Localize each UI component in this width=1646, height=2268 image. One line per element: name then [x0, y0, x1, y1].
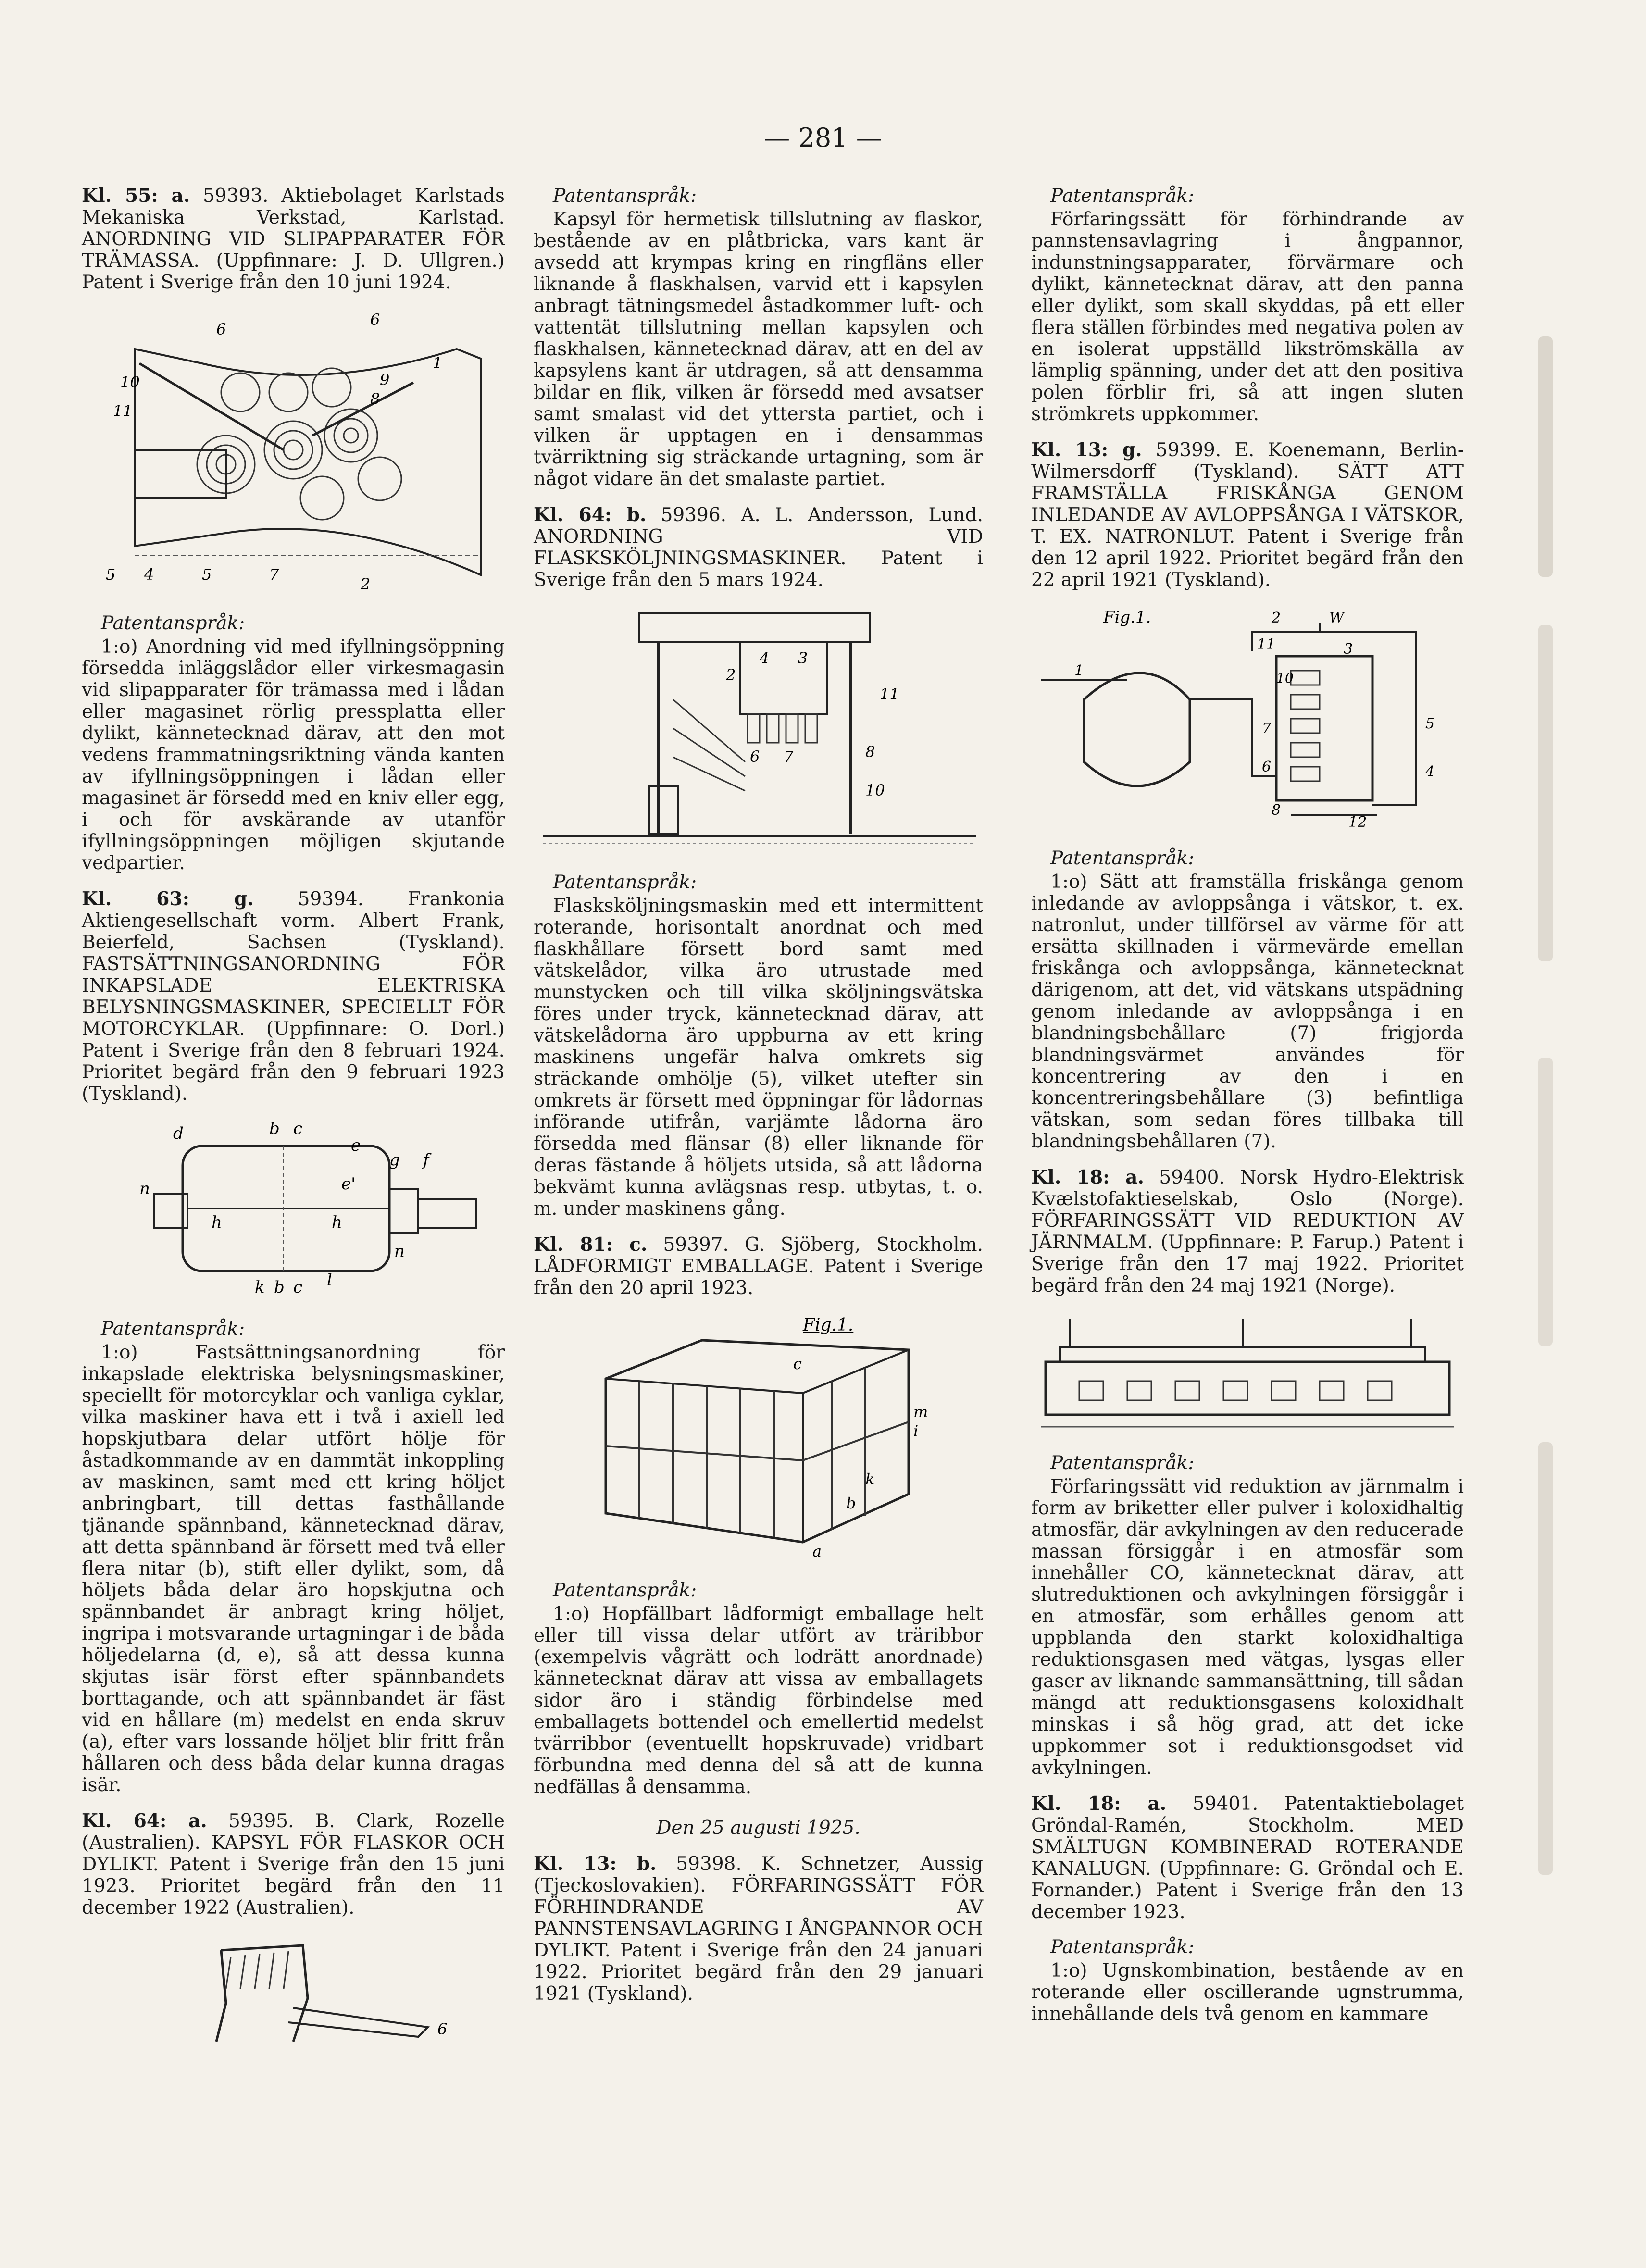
fig4-label: 3: [798, 649, 808, 667]
fig6-label: 11: [1257, 636, 1276, 653]
patent-entry-59397: [534, 1234, 983, 1299]
fig6-label: 8: [1272, 802, 1281, 819]
fig2-label: e': [341, 1174, 356, 1194]
fig6-label: Fig.1.: [1103, 608, 1151, 627]
fig5-label: k: [865, 1470, 875, 1488]
class-label: Kl. 18: a.: [1031, 1793, 1167, 1815]
bleed-through-decoration: [1509, 336, 1586, 2067]
fastsattning-drawing: [82, 1117, 505, 1300]
fig5-label: m: [913, 1403, 928, 1421]
fig6-label: 12: [1348, 814, 1367, 829]
entry-text: 59395. B. Clark, Rozelle (Australien). KAPSYL FÖR FLASKOR OCH DYLIKT. Patent i Sverige från den 15 juni 1923. Prioritet begärd från den 11 december 1922 (Australien).: [82, 1810, 505, 1919]
claims-heading: Patentanspråk:: [101, 1318, 245, 1340]
fig1-label: 9: [380, 371, 390, 389]
claims-text: 1:o) Sätt att framställa friskånga genom inledande av avloppsånga i vätskor, t. ex. natronlut, under tillförsel av värme för att ersätta skillnaden i värmevärde emellan friskånga och avloppsånga, kännetecknat därigenom, att det, vid vätskans utspädning genom inledande av avloppsånga i en blandningsbehållare (7) frigjorda blandningsvärmet användes för koncentrering av den i en koncentreringsbehållare (3) befintliga vätskan, som sedan föres tillbaka till blandningsbehållaren (7).: [1031, 871, 1464, 1152]
kapsyl-drawing: [82, 1931, 505, 2042]
patent-entry-59394: [82, 888, 505, 1105]
fig1-label: 5: [202, 565, 212, 584]
class-label: Kl. 13: g.: [1031, 439, 1142, 461]
fig4-label: 4: [760, 649, 770, 667]
fig1-label: 6: [216, 320, 226, 338]
fig2-label: h: [332, 1213, 342, 1232]
class-label: Kl. 18: a.: [1031, 1166, 1144, 1188]
claims-text: 1:o) Hopfällbart lådformigt emballage helt eller till vissa delar utfört av träribbor (exempelvis vågrätt och lodrätt anordnade) kännetecknat därav att vissa av emballagets sidor äro i ständig förbindelse med emballagets bottendel och emellertid medelst tvärribbor (eventuellt hopskruvade) vridbart förbundna med denna del så att de kunna nedfällas å densamma.: [534, 1603, 983, 1798]
patent-entry-59393: [82, 185, 505, 293]
fig6-label: 5: [1425, 715, 1435, 732]
entry-text: 59401. Patentaktiebolaget Gröndal-Ramén, Stockholm. MED SMÄLTUGN KOMBINERAD ROTERANDE KANALUGN. (Uppfinnare: G. Gröndal och E. Fornander.) Patent i Sverige från den 13 december 1923.: [1031, 1793, 1464, 1923]
fig4-label: 10: [865, 781, 885, 799]
column-3: [1031, 185, 1464, 2039]
entry-text: 59400. Norsk Hydro-Elektrisk Kvælstofaktieselskab, Oslo (Norge). FÖRFARINGSSÄTT VID REDUKTION AV JÄRNMALM. (Uppfinnare: P. Farup.) Patent i Sverige från den 17 maj 1922. Prioritet begärd från den 24 maj 1921 (Norge).: [1031, 1167, 1464, 1296]
fig6-label: 2: [1272, 610, 1281, 626]
fig3-label: 6: [437, 2020, 448, 2038]
patent-entry-59401: [1031, 1793, 1464, 1923]
class-label: Kl. 64: a.: [82, 1810, 207, 1832]
fig1-label: 5: [106, 565, 116, 584]
figure-flasksköljning: [534, 603, 983, 858]
fig5-label: c: [793, 1355, 802, 1373]
page-number: — 281 —: [764, 123, 882, 153]
fig5-label: Fig.1.: [803, 1315, 854, 1335]
class-label: Kl. 13: b.: [534, 1853, 657, 1875]
fig2-label: h: [212, 1213, 222, 1232]
claims-text: 1:o) Anordning vid med ifyllningsöppning försedda inläggslådor eller virkesmagasin vid slipapparater för trämassa med i lådan eller magasinet rörlig pressplatta eller dylikt, kännetecknad därav, att den mot vedens frammatningsriktning vända kanten av ifyllningsöppningen i lådan eller magasinet är försedd med en kniv eller egg, i och för avskärande av utanför ifyllningsöppningen möjligen skjutande vedpartier.: [82, 636, 505, 874]
figure-kapsyl: [82, 1931, 505, 2046]
entry-text: 59397. G. Sjöberg, Stockholm. LÅDFORMIGT EMBALLAGE. Patent i Sverige från den 20 april 1923.: [534, 1234, 983, 1299]
fig5-label: b: [846, 1494, 856, 1512]
claims-heading: Patentanspråk:: [553, 872, 697, 893]
fig6-label: 6: [1262, 759, 1272, 775]
fig4-label: 8: [865, 743, 875, 761]
fig2-label: f: [423, 1150, 429, 1170]
claims-heading: Patentanspråk:: [101, 612, 245, 634]
figure-fastsattning: [82, 1117, 505, 1305]
entry-text: 59399. E. Koenemann, Berlin-Wilmersdorff (Tyskland). SÄTT ATT FRAMSTÄLLA FRISKÅNGA GENOM INLEDANDE AV AVLOPPSÅNGA I VÄTSKOR, T. EX. NATRONLUT. Patent i Sverige från den 12 april 1922. Prioritet begärd från den 22 april 1921 (Tyskland).: [1031, 439, 1464, 591]
flaskskoljning-drawing: [534, 603, 983, 853]
fig4-label: 7: [784, 748, 794, 766]
fig6-label: 7: [1262, 720, 1272, 737]
fig2-label: k: [255, 1278, 265, 1297]
patent-entry-59398: [534, 1853, 983, 2005]
fig2-label: b: [269, 1119, 280, 1138]
claims-text: 1:o) Fastsättningsanordning för inkapslade elektriska belysningsmaskiner, speciellt för motorcyklar och vanliga cyklar, vilka maskiner hava ett i två i axiell led hopskjutbara delar utfört hölje för åstadkommande av en dammtät inkoppling av maskinen, samt med ett kring höljet anbringbart, till dettas fasthållande tjänande spännband, kännetecknad därav, att detta spännband är försett med två eller flera nitar (b), stift eller dylikt, som, då höljets båda delar äro hopskjutna och spännbandet är anbragt kring höljet, ingripa i motsvarande urtagningar i de båda höljedelarna (d, e), så att dessa kunna skjutas isär först efter spännbandets borttagande, och att spännbandet är fäst vid en hållare (m) medelst en enda skruv (a), efter vars lossande höljet blir fritt från hållaren och dess båda delar kunna dragas isär.: [82, 1342, 505, 1796]
claims-heading: Patentanspråk:: [1050, 1936, 1195, 1958]
class-label: Kl. 55: a.: [82, 185, 190, 207]
fig2-label: d: [173, 1124, 184, 1143]
fig2-label: b: [274, 1278, 285, 1297]
claims-text: Förfaringssätt vid reduktion av järnmalm i form av briketter eller pulver i koloxidhaltig atmosfär, där avkylningen av den reducerade massan försiggår i en atmosfär som innehåller CO, kännetecknat därav, att slutreduktionen och avkylningen försiggår i en atmosfär, som erhålles genom att uppblanda den starkt koloxidhaltiga reduktionsgasen med vätgas, lysgas eller gaser av liknande sammansättning, till sådan mängd att reduktionsgasens koloxidhalt minskas i så hög grad, att det icke uppkommer sot i reduktionsgodset vid avkylningen.: [1031, 1476, 1464, 1779]
fig1-label: 2: [361, 575, 371, 593]
fig6-label: 4: [1425, 763, 1435, 780]
entry-text: 59398. K. Schnetzer, Aussig (Tjeckoslovakien). FÖRFARINGSSÄTT FÖR FÖRHINDRANDE AV PANNSTENSAVLAGRING I ÅNGPANNOR OCH DYLIKT. Patent i Sverige från den 24 januari 1922. Prioritet begärd från den 29 januari 1921 (Tyskland).: [534, 1853, 983, 2005]
fig5-label: a: [812, 1542, 822, 1560]
fig1-label: 7: [269, 565, 279, 584]
claims-heading: Patentanspråk:: [1050, 185, 1195, 207]
patent-entry-59395: [82, 1810, 505, 1919]
claims-heading: Patentanspråk:: [1050, 847, 1195, 869]
fig5-label: i: [913, 1422, 919, 1440]
patent-entry-59396: [534, 504, 983, 591]
ugn-drawing: [1031, 1309, 1464, 1434]
fig2-label: e: [351, 1136, 361, 1155]
fig2-label: c: [293, 1119, 303, 1138]
column-1: [82, 185, 505, 2056]
patent-entry-59400: [1031, 1167, 1464, 1296]
entry-text: 59394. Frankonia Aktiengesellschaft vorm. Albert Frank, Beierfeld, Sachsen (Tyskland). FASTSÄTTNINGSANORDNING FÖR INKAPSLADE ELEKTRISKA BELYSNINGSMASKINER, SPECIELLT FÖR MOTORCYKLAR. (Uppfinnare: O. Dorl.) Patent i Sverige från den 8 februari 1924. Prioritet begärd från den 9 februari 1923 (Tyskland).: [82, 888, 505, 1105]
issue-date: Den 25 augusti 1925.: [656, 1817, 860, 1839]
claims-text: 1:o) Ugnskombination, bestående av en roterande eller oscillerande ugnstrumma, innehållande dels två genom en kammare: [1031, 1960, 1464, 2025]
fig1-label: 10: [120, 373, 140, 391]
figure-ugn: [1031, 1309, 1464, 1439]
fig2-label: l: [327, 1271, 332, 1290]
patent-entry-59399: [1031, 439, 1464, 591]
class-label: Kl. 63: g.: [82, 888, 254, 910]
fig2-label: c: [293, 1278, 303, 1297]
fig1-label: 6: [370, 311, 380, 329]
figure-emballage: [534, 1311, 983, 1566]
friskanga-drawing: [1031, 603, 1464, 829]
column-2: [534, 185, 983, 2017]
claims-text: Förfaringssätt för förhindrande av pannstensavlagring i ångpannor, indunstningsapparater, förvärmare och dylikt, kännetecknat därav, att den panna eller dylikt, som skall skyddas, på ett eller flera ställen förbindes med negativa polen av en isolerat uppställd likströmskälla av lämplig spänning, under det att den positiva polen förblir fri, så att ingen sluten strömkrets uppkommer.: [1031, 209, 1464, 425]
figure-friskanga: [1031, 603, 1464, 834]
fig4-label: 11: [880, 685, 899, 703]
entry-text: 59393. Aktiebolaget Karlstads Mekaniska Verkstad, Karlstad. ANORDNING VID SLIPAPPARATER FÖR TRÄMASSA. (Uppfinnare: J. D. Ullgren.) Patent i Sverige från den 10 juni 1924.: [82, 185, 505, 293]
fig1-label: 1: [433, 354, 443, 372]
emballage-drawing: [534, 1311, 983, 1561]
fig6-label: W: [1329, 610, 1344, 626]
claims-heading: Patentanspråk:: [553, 185, 697, 207]
fig1-label: 11: [113, 402, 133, 420]
figure-slipapparat: [82, 306, 505, 599]
slipapparat-drawing: [82, 306, 505, 594]
fig2-label: n: [394, 1242, 405, 1261]
claims-text: Flasksköljningsmaskin med ett intermittent roterande, horisontalt anordnat och med flaskhållare försett bord samt med vätskelådor, vilka äro utrustade med munstycken och till vilka sköljningsvätska föres under tryck, kännetecknad därav, att vätskelådorna äro uppburna av ett kring maskinens ungefär halva omkrets sig sträckande omhölje (5), vilket utefter sin omkrets är försett med öppningar för lådornas införande utifrån, varjämte lådorna äro försedda med flänsar (8) eller liknande för deras fästande å höljets utsida, så att lådorna bekvämt kunna avlägsnas resp. utbytas, t. o. m. under maskinens gång.: [534, 895, 983, 1220]
fig6-label: 10: [1276, 670, 1294, 686]
class-label: Kl. 64: b.: [534, 504, 647, 526]
entry-text: 59396. A. L. Andersson, Lund. ANORDNING VID FLASKSKÖLJNINGSMASKINER. Patent i Sverige från den 5 mars 1924.: [534, 504, 983, 591]
fig1-label: 4: [144, 565, 154, 584]
fig1-label: 8: [370, 390, 380, 408]
fig2-label: n: [139, 1179, 150, 1198]
claims-heading: Patentanspråk:: [553, 1580, 697, 1601]
class-label: Kl. 81: c.: [534, 1234, 648, 1256]
fig6-label: 3: [1344, 641, 1353, 658]
fig2-label: g: [389, 1150, 400, 1170]
claims-heading: Patentanspråk:: [1050, 1452, 1195, 1474]
claims-text: Kapsyl för hermetisk tillslutning av flaskor, bestående av en plåtbricka, vars kant är avsedd att krympas kring en ringfläns eller liknande å flaskhalsen, varvid ett i kapsylen anbragt tätningsmedel åstadkommer luft- och vattentät tillslutning mellan kapsylen och flaskhalsen, kännetecknad därav, att en del av kapsylens kant är utdragen, så att densamma bildar en flik, vilken är försedd med avsatser samt smalast vid det yttersta partiet, och i vilken är upptagen en i densammas tvärriktning sig sträckande urtagning, som är något vidare än det smalaste partiet.: [534, 209, 983, 490]
fig4-label: 6: [750, 748, 760, 766]
fig6-label: 1: [1074, 662, 1084, 679]
fig4-label: 2: [726, 666, 736, 684]
